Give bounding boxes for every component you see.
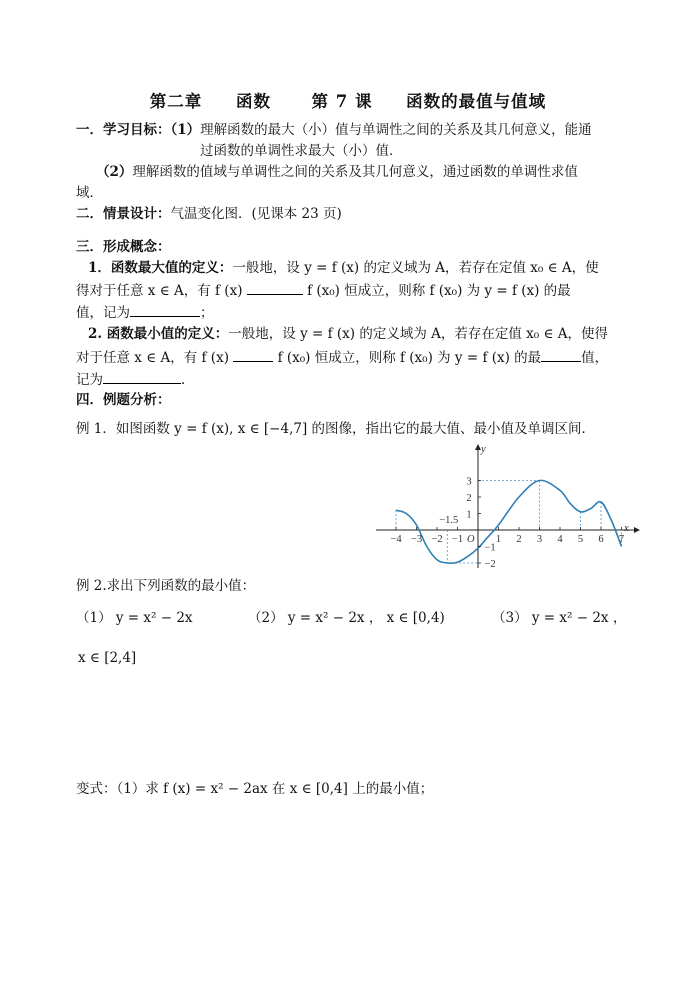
x-tick-label: −1 bbox=[451, 534, 464, 545]
def-max-line-2 bbox=[76, 281, 571, 300]
def-max-title: 1．函数最大值的定义： bbox=[88, 260, 233, 276]
example-2: 例 2.求出下列函数的最小值： bbox=[76, 578, 256, 594]
y-tick-label: 1 bbox=[466, 509, 472, 521]
goal-1-text-cont: 过函数的单调性求最大（小）值． bbox=[200, 143, 403, 159]
def-max-line-3 bbox=[76, 303, 214, 322]
def-min-title: 2. 函数最小值的定义： bbox=[88, 326, 229, 342]
def-min-text-b3: 值， bbox=[581, 350, 609, 366]
def-max-text-b1: 得对于任意 x ∈ A，有 f (x) bbox=[76, 283, 243, 299]
y-tick-label: −1 bbox=[484, 542, 496, 554]
fill-blank[interactable] bbox=[247, 281, 303, 295]
y-tick-label: 2 bbox=[466, 493, 472, 504]
section-2-heading: 二．情景设计： bbox=[76, 206, 171, 222]
x-tick-label: 3 bbox=[536, 534, 543, 545]
def-min-text-b2: f (x₀) 恒成立，则称 f (x₀) 为 y = f (x) 的最 bbox=[277, 350, 542, 366]
function-graph bbox=[372, 440, 642, 575]
fill-blank[interactable] bbox=[103, 370, 181, 384]
y-tick-label: 3 bbox=[466, 476, 472, 488]
example-1: 例 1．如图函数 y = f (x), x ∈ [−4,7] 的图像，指出它的最大值、最小值及单调区间． bbox=[76, 421, 596, 437]
problem-3: （3） y = x² − 2x ， bbox=[492, 610, 627, 626]
learning-goals-line-1 bbox=[76, 121, 592, 139]
y-tick-label: −2 bbox=[484, 559, 496, 570]
x-tick-label: 2 bbox=[516, 534, 522, 545]
def-min-text: 一般地，设 y = f (x) 的定义域为 A，若存在定值 x₀ ∈ A，使得 bbox=[228, 326, 609, 342]
problem-1: （1） y = x² − 2x bbox=[76, 610, 193, 626]
fill-blank[interactable] bbox=[541, 348, 581, 362]
origin-label: O bbox=[467, 534, 475, 545]
section-1-heading: 一．学习目标： bbox=[76, 122, 171, 138]
scenario-line bbox=[76, 205, 342, 223]
def-max-text-b2: f (x₀) 恒成立，则称 f (x₀) 为 y = f (x) 的最 bbox=[307, 283, 571, 299]
def-min-line-1 bbox=[88, 325, 608, 343]
x-tick-label: −2 bbox=[431, 534, 443, 545]
def-min-line-3 bbox=[76, 370, 195, 389]
def-min-line-2 bbox=[76, 348, 608, 367]
fill-blank[interactable] bbox=[233, 348, 273, 362]
x-tick-label: −4 bbox=[390, 534, 402, 545]
problem-2: （2） y = x² − 2x ， x ∈ [0,4) bbox=[248, 610, 445, 626]
learning-goals-line-2 bbox=[96, 163, 578, 181]
variant-problem: 变式：（1）求 f (x) = x² − 2ax 在 x ∈ [0,4] 上的最小值； bbox=[76, 781, 434, 797]
def-min-text-b1: 对于任意 x ∈ A，有 f (x) bbox=[76, 350, 229, 366]
special-x-label: −1.5 bbox=[439, 515, 459, 526]
graph-axes bbox=[376, 444, 640, 568]
def-min-text-c2: ． bbox=[181, 372, 195, 388]
x-tick-label: −3 bbox=[410, 534, 423, 545]
page-title: 第二章 函数 第 7 课 函数的最值与值域 bbox=[149, 92, 547, 111]
goal-1-text: 理解函数的最大（小）值与单调性之间的关系及其几何意义，能通 bbox=[200, 122, 592, 138]
x-tick-label: 5 bbox=[577, 534, 584, 545]
x-tick-label: 4 bbox=[557, 534, 563, 545]
goal-1-label: （1） bbox=[170, 122, 201, 138]
def-max-line-1 bbox=[88, 259, 599, 277]
y-axis-label: y bbox=[481, 444, 486, 455]
goal-2-text: 理解函数的值域与单调性之间的关系及其几何意义，通过函数的单调性求值 bbox=[132, 164, 578, 180]
goal-2-label: （2） bbox=[96, 164, 133, 180]
fill-blank[interactable] bbox=[130, 303, 200, 317]
goal-2-text-cont: 域． bbox=[76, 185, 103, 201]
problem-3-domain: x ∈ [2,4] bbox=[78, 650, 137, 666]
def-min-text-c1: 记为 bbox=[76, 372, 103, 388]
def-max-text-c2: ； bbox=[200, 305, 214, 321]
section-3-heading: 三．形成概念： bbox=[76, 239, 171, 255]
def-max-text: 一般地，设 y = f (x) 的定义域为 A，若存在定值 x₀ ∈ A，使 bbox=[232, 260, 599, 276]
section-4-heading: 四．例题分析： bbox=[76, 392, 171, 408]
x-tick-label: 7 bbox=[618, 534, 625, 545]
x-tick-label: 1 bbox=[495, 534, 502, 545]
def-max-text-c1: 值，记为 bbox=[76, 305, 130, 321]
x-axis-label: x bbox=[624, 523, 629, 534]
function-curve bbox=[396, 480, 625, 563]
x-tick-label: 6 bbox=[598, 534, 604, 545]
scenario-text: 气温变化图．(见课本 23 页) bbox=[170, 206, 342, 222]
